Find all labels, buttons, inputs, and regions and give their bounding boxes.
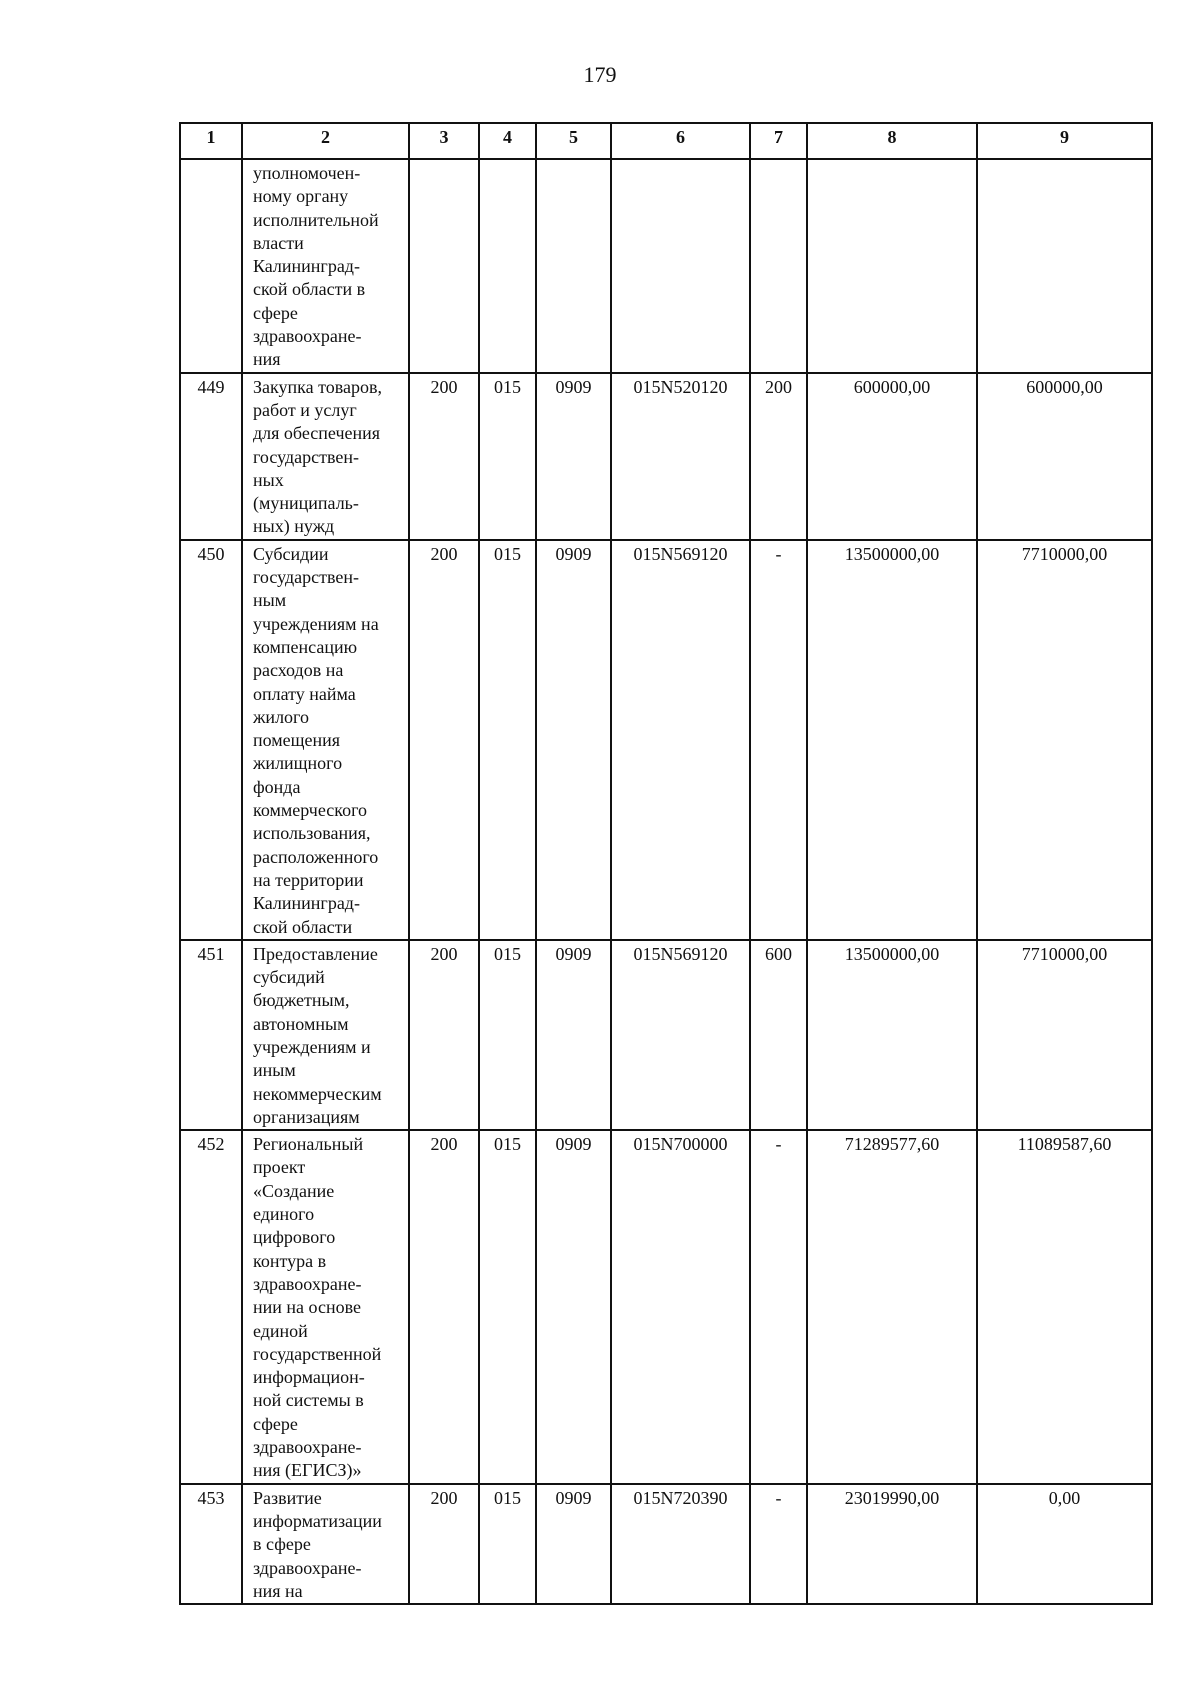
target-article-cell: 015N520120 [611,373,750,540]
description-line: ния [253,349,281,370]
expense-type-cell: - [750,1130,807,1483]
header-cell: 8 [807,123,977,159]
description-line: Калининград- [253,256,360,277]
description-line: жилищного [253,753,343,774]
header-cell: 3 [409,123,479,159]
row-number: 449 [180,373,242,540]
description-line: информатизации [253,1510,382,1531]
description-line: учреждениям на [253,613,379,634]
description-line: ния на [253,1580,303,1601]
section-code-cell: 015 [479,540,536,940]
description-line: власти [253,232,304,253]
row-number: 453 [180,1484,242,1604]
description-line: ния (ЕГИСЗ)» [253,1460,362,1481]
budget-table [179,122,1153,1605]
item-description [242,540,409,940]
subsection-code-cell: 0909 [536,940,611,1130]
target-article-cell: 015N720390 [611,1484,750,1604]
target-article-cell: 015N569120 [611,940,750,1130]
description-line: бюджетным, [253,990,350,1011]
description-line: Закупка товаров, [253,376,382,397]
target-article-cell [611,159,750,373]
description-line: здравоохране- [253,1273,362,1294]
admin-code-cell: 200 [409,1484,479,1604]
expense-type-cell: - [750,1484,807,1604]
description-line: на территории [253,869,364,890]
admin-code-cell: 200 [409,540,479,940]
table-row [180,940,1152,1130]
subsection-code-cell: 0909 [536,540,611,940]
description-line: Субсидии [253,543,329,564]
item-description [242,159,409,373]
header-cell: 6 [611,123,750,159]
description-line: некоммерческим [253,1083,382,1104]
section-code-cell [479,159,536,373]
description-line: ных) нужд [253,516,335,537]
header-cell: 7 [750,123,807,159]
page-number: 179 [583,62,617,87]
description-line: ской области в [253,279,366,300]
expense-type-cell: 200 [750,373,807,540]
description-line: единого [253,1204,315,1225]
amount-col8-cell: 13500000,00 [807,540,977,940]
description-line: использования, [253,823,371,844]
amount-col8-cell [807,159,977,373]
description-line: фонда [253,776,301,797]
section-code-cell: 015 [479,1484,536,1604]
description-line: помещения [253,730,341,751]
admin-code-cell: 200 [409,940,479,1130]
target-article-cell: 015N700000 [611,1130,750,1483]
description-line: «Создание [253,1180,335,1201]
amount-col9-cell: 7710000,00 [977,540,1152,940]
description-line: сфере [253,302,298,323]
expense-type-cell [750,159,807,373]
description-line: для обеспечения [253,423,381,444]
description-line: расходов на [253,660,344,681]
description-line: жилого [253,706,309,727]
item-description [242,1484,409,1604]
description-line: здравоохране- [253,326,362,347]
description-line: государствен- [253,567,360,588]
description-line: учреждениям и [253,1036,371,1057]
header-cell: 1 [180,123,242,159]
table-row [180,1484,1152,1604]
description-line: единой [253,1320,308,1341]
table-row [180,1130,1152,1483]
amount-col8-cell: 600000,00 [807,373,977,540]
amount-col8-cell: 23019990,00 [807,1484,977,1604]
description-line: Развитие [253,1487,322,1508]
item-description [242,940,409,1130]
description-line: работ и услуг [253,399,357,420]
description-line: здравоохране- [253,1437,362,1458]
description-line: государствен- [253,446,360,467]
description-line: компенсацию [253,636,358,657]
description-line: коммерческого [253,800,368,821]
description-line: в сфере [253,1534,311,1555]
section-code-cell: 015 [479,940,536,1130]
table-row [180,373,1152,540]
row-number: 451 [180,940,242,1130]
subsection-code-cell: 0909 [536,1484,611,1604]
description-line: Калининград- [253,893,360,914]
section-code-cell: 015 [479,373,536,540]
description-line: ному органу [253,186,349,207]
row-number: 452 [180,1130,242,1483]
amount-col8-cell: 71289577,60 [807,1130,977,1483]
description-line: проект [253,1157,306,1178]
header-cell: 4 [479,123,536,159]
description-line: уполномочен- [253,163,361,183]
expense-type-cell: 600 [750,940,807,1130]
amount-col9-cell: 0,00 [977,1484,1152,1604]
header-cell: 5 [536,123,611,159]
description-line: здравоохране- [253,1557,362,1578]
description-line: сфере [253,1413,298,1434]
section-code-cell: 015 [479,1130,536,1483]
description-line: государственной [253,1343,382,1364]
admin-code-cell: 200 [409,1130,479,1483]
item-description [242,373,409,540]
description-line: оплату найма [253,683,356,704]
row-number: 450 [180,540,242,940]
description-line: (муниципаль- [253,493,359,514]
amount-col9-cell: 7710000,00 [977,940,1152,1130]
description-line: автономным [253,1013,349,1034]
row-number [180,159,242,373]
subsection-code-cell: 0909 [536,373,611,540]
description-line: расположенного [253,846,379,867]
item-description [242,1130,409,1483]
table-row [180,159,1152,373]
description-line: Предоставление [253,943,378,964]
table-header-row [180,123,1152,159]
description-line: Региональный [253,1134,364,1155]
amount-col8-cell: 13500000,00 [807,940,977,1130]
description-line: субсидий [253,967,325,988]
amount-col9-cell [977,159,1152,373]
subsection-code-cell [536,159,611,373]
description-line: ной системы в [253,1390,364,1411]
description-line: контура в [253,1250,327,1271]
amount-col9-cell: 600000,00 [977,373,1152,540]
target-article-cell: 015N569120 [611,540,750,940]
description-line: исполнительной [253,209,379,230]
header-cell: 2 [242,123,409,159]
header-cell: 9 [977,123,1152,159]
expense-type-cell: - [750,540,807,940]
description-line: нии на основе [253,1297,361,1318]
description-line: цифрового [253,1227,336,1248]
admin-code-cell [409,159,479,373]
table-row [180,540,1152,940]
description-line: организациям [253,1106,360,1127]
description-line: информацион- [253,1367,365,1388]
description-line: ской области [253,916,353,937]
amount-col9-cell: 11089587,60 [977,1130,1152,1483]
description-line: ных [253,469,284,490]
subsection-code-cell: 0909 [536,1130,611,1483]
description-line: иным [253,1060,296,1081]
admin-code-cell: 200 [409,373,479,540]
description-line: ным [253,590,287,611]
